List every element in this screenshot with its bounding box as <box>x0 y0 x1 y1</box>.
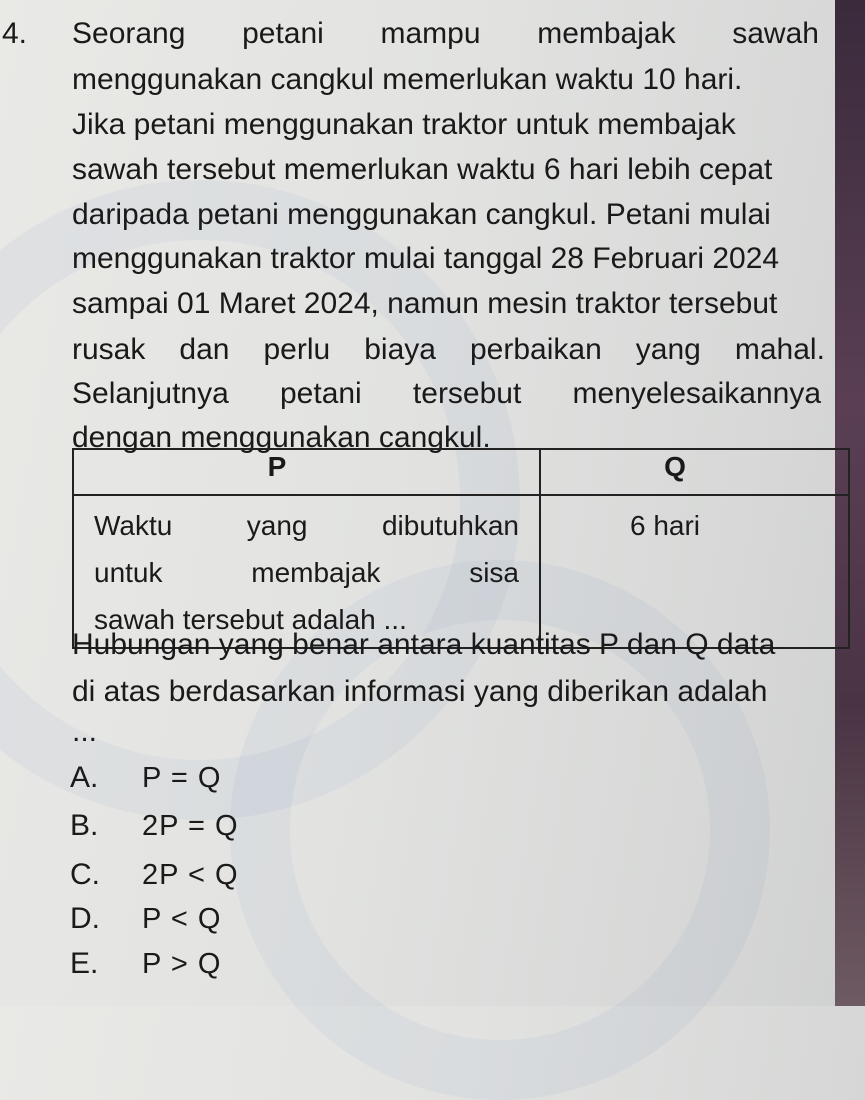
question-word: rusak <box>72 333 146 366</box>
question-word: petani <box>242 17 324 50</box>
question-word: perbaikan <box>469 333 602 366</box>
question-word: petani <box>279 377 362 410</box>
option-e[interactable] <box>70 944 221 984</box>
option-c[interactable] <box>70 855 239 895</box>
question-word: dan <box>179 333 230 366</box>
question-word: mampu <box>380 17 481 50</box>
table-header-p: P <box>73 449 540 495</box>
question-word: biaya <box>364 333 436 366</box>
option-letter: C. <box>70 858 100 891</box>
option-expression: 2P = Q <box>142 810 239 842</box>
prompt-line: ... <box>72 715 98 748</box>
option-d[interactable] <box>70 899 221 939</box>
question-line <box>72 14 819 54</box>
option-b[interactable] <box>70 806 239 846</box>
question-word: Seorang <box>72 17 186 50</box>
question-word: sawah <box>732 17 819 50</box>
question-word: daripada petani menggunakan cangkul. Petani mulai <box>72 198 771 231</box>
question-line <box>72 374 821 414</box>
question-word: sampai 01 Maret 2024, namun mesin traktor tersebut <box>72 287 778 320</box>
question-word: menggunakan cangkul memerlukan waktu 10 hari. <box>72 63 743 96</box>
question-number: 4. <box>2 17 28 50</box>
pq-table <box>72 448 850 649</box>
table-header-q: Q <box>540 449 849 495</box>
option-expression: P > Q <box>142 948 222 980</box>
question-line <box>72 284 835 324</box>
option-letter: A. <box>70 761 99 794</box>
question-word: mahal. <box>734 333 825 366</box>
question-line <box>72 330 825 370</box>
option-letter: B. <box>70 809 99 842</box>
p-line: Waktu yang dibutuhkan <box>94 510 519 541</box>
question-word: yang <box>635 333 701 366</box>
p-line: sawah tersebut adalah ... <box>94 604 407 635</box>
option-expression: 2P < Q <box>142 859 239 891</box>
question-word: tersebut <box>412 377 522 410</box>
question-line <box>72 105 835 145</box>
question-word: sawah tersebut memerlukan waktu 6 hari lebih cepat <box>72 153 773 186</box>
question-line <box>72 195 835 235</box>
question-word: Jika petani menggunakan traktor untuk membajak <box>72 108 736 141</box>
question-word: Selanjutnya <box>72 377 229 410</box>
question-word: perlu <box>263 333 331 366</box>
p-line: untuk membajak sisa <box>94 557 519 588</box>
question-word: menyelesaikannya <box>572 377 821 410</box>
question-word: membajak <box>537 17 676 50</box>
option-letter: D. <box>70 902 100 935</box>
option-expression: P = Q <box>142 762 222 794</box>
prompt-line: Hubungan yang benar antara kuantitas P dan Q data <box>72 628 776 661</box>
question-word: menggunakan traktor mulai tanggal 28 Februari 2024 <box>72 242 780 275</box>
question-line <box>72 150 835 190</box>
option-expression: P < Q <box>142 903 222 935</box>
option-a[interactable] <box>70 758 221 798</box>
option-letter: E. <box>70 947 99 980</box>
question-word: dengan menggunakan cangkul. <box>72 421 491 454</box>
question-line <box>72 60 835 100</box>
prompt-line: di atas berdasarkan informasi yang diberikan adalah <box>72 675 768 708</box>
question-line <box>72 239 835 279</box>
table-cell-q: 6 hari <box>540 495 849 648</box>
